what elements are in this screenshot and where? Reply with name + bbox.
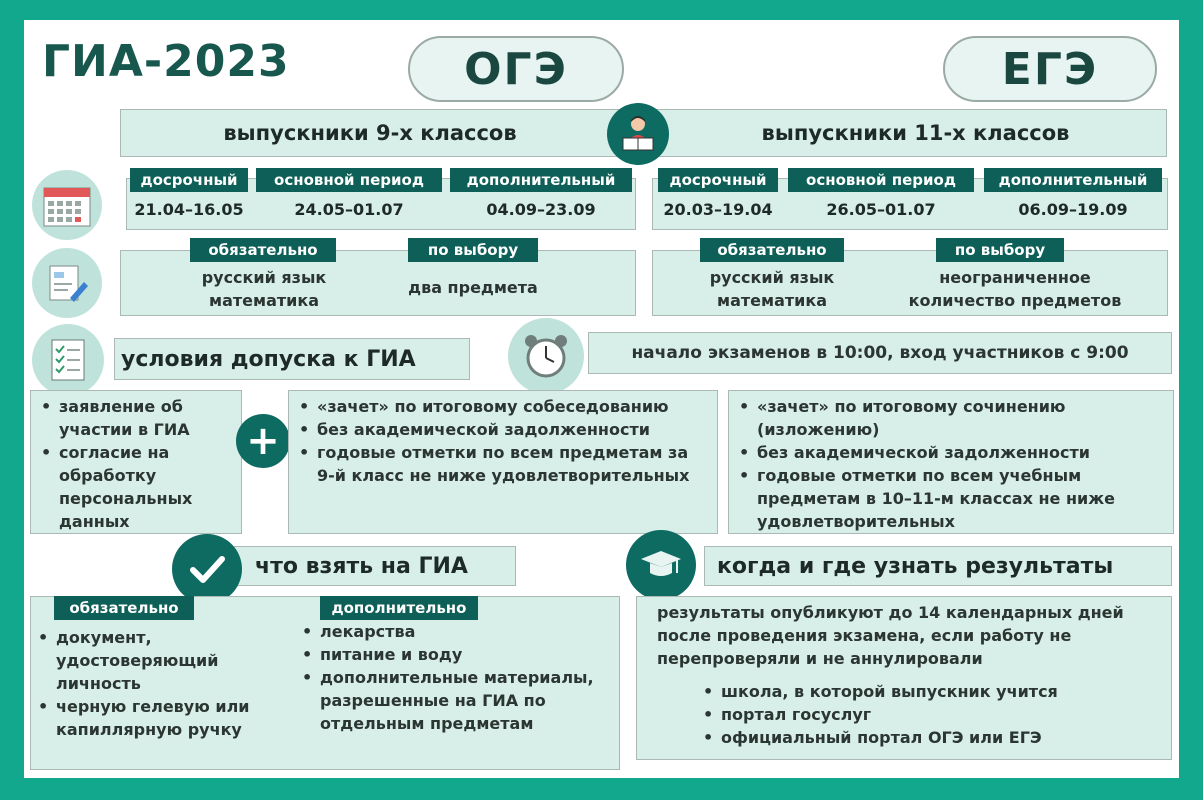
page-title: ГИА-2023 xyxy=(42,36,290,87)
bring-additional-list xyxy=(296,620,614,735)
bring-mandatory-item: • черную гелевую или капиллярную ручку xyxy=(32,695,294,741)
calendar-icon xyxy=(32,170,102,240)
ege-elective-item: неограниченное xyxy=(939,268,1091,287)
ege-mandatory-item: математика xyxy=(716,291,827,310)
ege-elective-tag: по выбору xyxy=(936,238,1064,262)
admission-common-item: • заявление об участии в ГИА xyxy=(35,395,237,441)
ege-period-main-dates: 26.05–01.07 xyxy=(826,200,936,219)
bring-additional-tag: дополнительно xyxy=(320,596,478,620)
oge-elective-tag: по выбору xyxy=(408,238,538,262)
infographic-sheet xyxy=(24,20,1179,778)
results-panel xyxy=(636,596,1172,760)
bring-additional-item: • питание и воду xyxy=(296,643,614,666)
oge-period-early-dates: 21.04–16.05 xyxy=(134,200,244,219)
oge-period-main-dates: 24.05–01.07 xyxy=(294,200,404,219)
bring-heading: что взять на ГИА xyxy=(224,546,516,586)
results-source-item: • школа, в которой выпускник учится xyxy=(697,680,1151,703)
exam-start-time: начало экзаменов в 10:00, вход участников с 9:00 xyxy=(588,332,1172,374)
admission-common-item: • согласие на обработку персональных данных xyxy=(35,441,237,533)
checklist-icon xyxy=(32,324,104,396)
ege-pill: ЕГЭ xyxy=(943,36,1157,102)
oge-mandatory-tag: обязательно xyxy=(190,238,336,262)
admission-heading: условия допуска к ГИА xyxy=(114,338,470,380)
oge-admission-item: • «зачет» по итоговому собеседованию xyxy=(293,395,711,418)
checkmark-icon xyxy=(172,534,242,604)
oge-elective-text: два предмета xyxy=(408,278,538,297)
oge-graduates: выпускники 9-х классов xyxy=(223,121,517,145)
oge-mandatory-item: русский язык xyxy=(201,268,327,287)
ege-period-extra-dates: 06.09–19.09 xyxy=(1018,200,1128,219)
ege-mandatory-item: русский язык xyxy=(709,268,835,287)
oge-period-extra-tag: дополнительный xyxy=(450,168,632,192)
ege-period-main-tag: основной период xyxy=(788,168,974,192)
oge-period-early-tag: досрочный xyxy=(130,168,248,192)
bring-mandatory-item: • документ, удостоверяющий личность xyxy=(32,626,294,695)
results-heading: когда и где узнать результаты xyxy=(704,546,1172,586)
bring-mandatory-list xyxy=(32,626,294,741)
results-source-item: • официальный портал ОГЭ или ЕГЭ xyxy=(697,726,1151,749)
ege-admission-panel xyxy=(728,390,1174,534)
oge-admission-item: • без академической задолженности xyxy=(293,418,711,441)
ege-elective-list xyxy=(880,266,1150,312)
ege-admission-item: • «зачет» по итоговому сочинению (изложению) xyxy=(733,395,1167,441)
oge-admission-item: • годовые отметки по всем предметам за 9-й класс не ниже удовлетворительных xyxy=(293,441,711,487)
ege-mandatory-tag: обязательно xyxy=(700,238,844,262)
alarm-clock-icon xyxy=(508,318,584,394)
bring-mandatory-tag: обязательно xyxy=(54,596,194,620)
ege-period-extra-tag: дополнительный xyxy=(984,168,1162,192)
ege-admission-item: • годовые отметки по всем учебным предметам в 10–11-м классах не ниже удовлетворительных xyxy=(733,464,1167,533)
oge-period-extra-dates: 04.09–23.09 xyxy=(486,200,596,219)
results-text: результаты опубликуют до 14 календарных дней после проведения экзамена, если работу не перепроверяли и не аннулировали xyxy=(657,603,1124,668)
admission-common-panel xyxy=(30,390,242,534)
ege-mandatory-list xyxy=(672,266,872,312)
ege-period-early-dates: 20.03–19.04 xyxy=(663,200,773,219)
oge-period-main-tag: основной период xyxy=(256,168,442,192)
ege-graduates: выпускники 11-х классов xyxy=(761,121,1070,145)
oge-mandatory-item: математика xyxy=(208,291,319,310)
graduation-cap-icon xyxy=(626,530,696,600)
plus-icon: + xyxy=(236,414,290,468)
bring-additional-item: • лекарства xyxy=(296,620,614,643)
ege-elective-item: количество предметов xyxy=(908,291,1122,310)
oge-admission-panel xyxy=(288,390,718,534)
oge-mandatory-list xyxy=(164,266,364,312)
student-reading-icon xyxy=(607,103,669,165)
document-edit-icon xyxy=(32,248,102,318)
ege-admission-item: • без академической задолженности xyxy=(733,441,1167,464)
oge-pill: ОГЭ xyxy=(408,36,624,102)
bring-additional-item: • дополнительные материалы, разрешенные на ГИА по отдельным предметам xyxy=(296,666,614,735)
ege-period-early-tag: досрочный xyxy=(658,168,778,192)
results-source-item: • портал госуслуг xyxy=(697,703,1151,726)
